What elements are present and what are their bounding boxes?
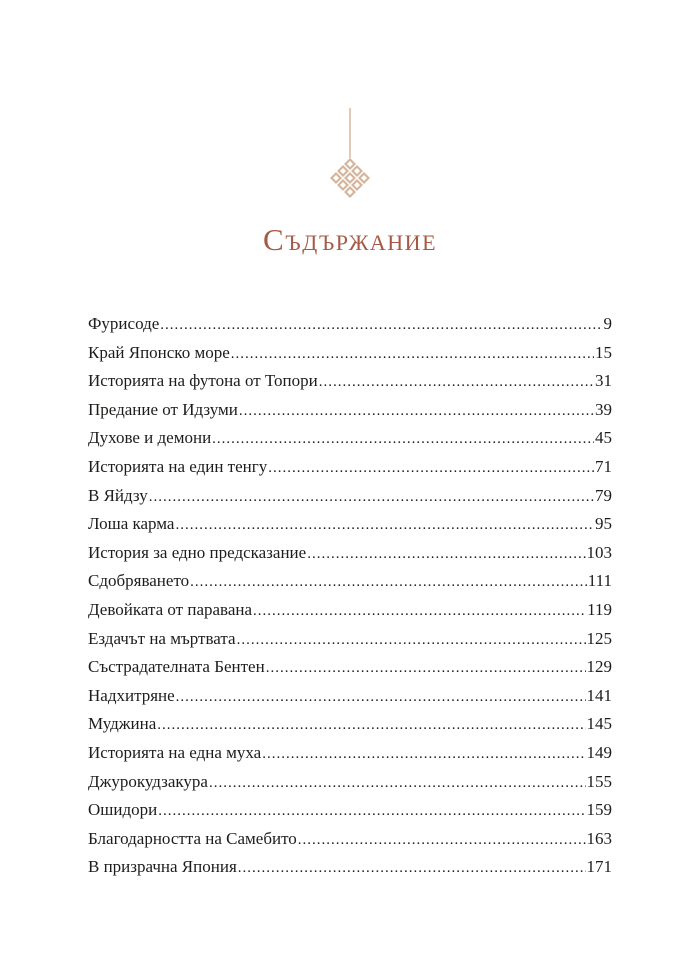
dot-leader — [239, 397, 594, 426]
toc-entry — [88, 482, 612, 511]
page-title: Съдържание — [262, 222, 438, 257]
toc-entry-page-number: 15 — [595, 342, 612, 362]
dot-leader — [209, 769, 586, 798]
table-of-contents — [88, 310, 612, 882]
toc-entry-page-number: 159 — [586, 800, 612, 820]
dot-leader — [298, 826, 586, 855]
toc-entry-title: Край Японско море — [88, 342, 230, 362]
toc-entry — [88, 710, 612, 739]
toc-entry-page-number: 45 — [595, 428, 612, 448]
toc-entry-page-number: 79 — [595, 485, 612, 505]
dot-leader — [149, 483, 594, 512]
toc-entry — [88, 310, 612, 339]
toc-entry-page-number: 125 — [586, 628, 612, 648]
toc-entry-page-number: 145 — [586, 714, 612, 734]
toc-entry-page-number: 149 — [586, 742, 612, 762]
toc-entry — [88, 424, 612, 453]
toc-entry-title: Надхитряне — [88, 685, 175, 705]
dot-leader — [262, 740, 585, 769]
toc-entry — [88, 853, 612, 882]
toc-entry — [88, 768, 612, 797]
dot-leader — [158, 797, 585, 826]
toc-entry-page-number: 103 — [586, 542, 612, 562]
toc-entry-title: В Яйдзу — [88, 485, 148, 505]
toc-entry-title: Духове и демони — [88, 428, 212, 448]
toc-entry-page-number: 129 — [586, 657, 612, 677]
dot-leader — [157, 711, 585, 740]
toc-entry — [88, 339, 612, 368]
toc-entry — [88, 396, 612, 425]
toc-entry-title: Лоша карма — [88, 514, 175, 534]
toc-entry-title: Муджина — [88, 714, 157, 734]
toc-entry-title: Джурокудзакура — [88, 771, 208, 791]
toc-entry-page-number: 71 — [595, 456, 612, 476]
dot-leader — [237, 626, 586, 655]
dot-leader — [190, 568, 587, 597]
toc-entry — [88, 596, 612, 625]
dot-leader — [176, 683, 586, 712]
toc-entry-title: Историята на една муха — [88, 742, 262, 762]
toc-entry-page-number: 9 — [603, 314, 612, 333]
toc-entry-title: Ошидори — [88, 800, 158, 820]
toc-entry-title: Историята на един тенгу — [88, 456, 268, 476]
toc-entry — [88, 510, 612, 539]
toc-entry-title: Историята на футона от Топори — [88, 371, 318, 391]
toc-entry — [88, 367, 612, 396]
dot-leader — [175, 511, 594, 540]
dot-leader — [319, 368, 594, 397]
toc-entry-title: Фурисоде — [88, 314, 160, 333]
dot-leader — [307, 540, 585, 569]
toc-entry-page-number: 141 — [586, 685, 612, 705]
toc-entry-page-number: 111 — [587, 571, 612, 591]
toc-entry — [88, 453, 612, 482]
dot-leader — [231, 340, 594, 369]
toc-entry — [88, 739, 612, 768]
toc-entry — [88, 539, 612, 568]
dot-leader — [253, 597, 586, 626]
toc-entry-page-number: 31 — [595, 371, 612, 391]
toc-entry-title: Състрадателната Бентен — [88, 657, 265, 677]
toc-entry-page-number: 119 — [587, 599, 612, 619]
pendant-knot-icon — [310, 108, 390, 218]
toc-entry-title: Сдобряването — [88, 571, 190, 591]
toc-entry-title: История за едно предсказание — [88, 542, 307, 562]
dot-leader — [160, 311, 602, 340]
toc-entry-title: В призрачна Япония — [88, 857, 237, 877]
dot-leader — [266, 654, 586, 683]
toc-entry-page-number: 171 — [586, 857, 612, 877]
toc-entry-page-number: 39 — [595, 399, 612, 419]
toc-entry-page-number: 163 — [586, 828, 612, 848]
toc-entry-title: Девойката от паравана — [88, 599, 253, 619]
toc-entry-page-number: 155 — [586, 771, 612, 791]
toc-entry — [88, 625, 612, 654]
dot-leader — [212, 425, 594, 454]
toc-entry — [88, 682, 612, 711]
toc-entry-page-number: 95 — [595, 514, 612, 534]
toc-entry — [88, 653, 612, 682]
toc-entry — [88, 796, 612, 825]
toc-entry — [88, 825, 612, 854]
toc-entry-title: Ездачът на мъртвата — [88, 628, 236, 648]
toc-entry-title: Благодарността на Самебито — [88, 828, 297, 848]
dot-leader — [268, 454, 594, 483]
dot-leader — [238, 854, 586, 883]
toc-entry-title: Предание от Идзуми — [88, 399, 238, 419]
toc-entry — [88, 567, 612, 596]
